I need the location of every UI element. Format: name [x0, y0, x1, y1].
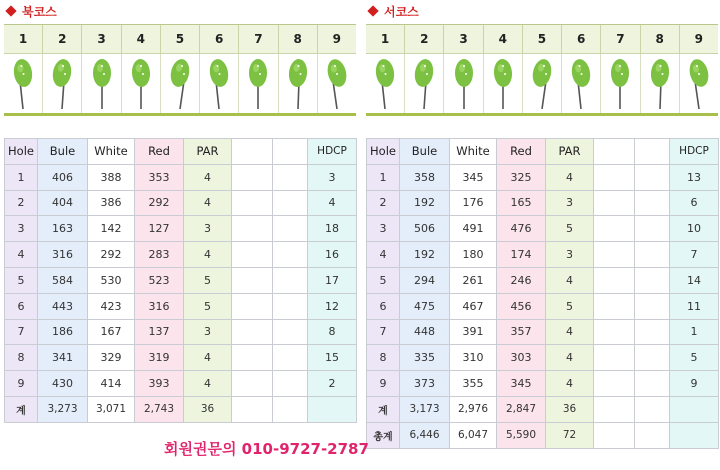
fairway-tree-icon — [206, 57, 232, 111]
fairway-tree-icon — [568, 57, 594, 111]
cell-hdcp — [670, 422, 719, 448]
table-row — [5, 293, 357, 319]
cell-par: 4 — [546, 267, 594, 293]
course-title — [366, 0, 718, 22]
cell-white: 261 — [450, 267, 497, 293]
cell-hdcp: 11 — [670, 293, 719, 319]
table-row — [5, 371, 357, 397]
hole-number: 4 — [483, 25, 522, 53]
header-blue: Bule — [38, 139, 88, 165]
table-row — [367, 345, 719, 371]
fairway-tree-icon — [607, 57, 633, 111]
cell-red: 319 — [135, 345, 184, 371]
hole-number: 2 — [404, 25, 443, 53]
cell-blue: 341 — [38, 345, 88, 371]
cell-hole: 5 — [5, 267, 38, 293]
hole-map — [4, 24, 356, 116]
hole-layout-cell[interactable] — [366, 54, 404, 113]
course-title — [4, 0, 356, 22]
table-row — [367, 371, 719, 397]
header-blue: Bule — [400, 139, 450, 165]
diamond-bullet-icon — [5, 5, 16, 16]
cell-empty — [273, 293, 308, 319]
cell-red: 2,847 — [497, 396, 546, 422]
hole-layout-cell[interactable] — [600, 54, 639, 113]
cell-empty — [594, 242, 635, 268]
cell-empty — [232, 242, 273, 268]
hole-layout-cell[interactable] — [42, 54, 81, 113]
hole-number: 6 — [199, 25, 238, 53]
fairway-tree-icon — [451, 57, 477, 111]
cell-red: 357 — [497, 319, 546, 345]
hole-layout-cell[interactable] — [121, 54, 160, 113]
cell-red: 174 — [497, 242, 546, 268]
scorecard-table — [366, 138, 719, 449]
cell-par: 4 — [546, 371, 594, 397]
hole-number: 5 — [160, 25, 199, 53]
hole-number: 7 — [600, 25, 639, 53]
header-white: White — [88, 139, 135, 165]
cell-par: 4 — [546, 345, 594, 371]
cell-blue: 192 — [400, 190, 450, 216]
header-hdcp: HDCP — [308, 139, 357, 165]
hole-layout-row — [4, 53, 356, 113]
cell-blue: 584 — [38, 267, 88, 293]
cell-hole: 9 — [367, 371, 400, 397]
table-row — [5, 267, 357, 293]
cell-white: 391 — [450, 319, 497, 345]
hole-number: 9 — [679, 25, 718, 53]
cell-blue: 448 — [400, 319, 450, 345]
cell-hdcp: 7 — [670, 242, 719, 268]
cell-blue: 3,273 — [38, 396, 88, 422]
cell-par: 36 — [184, 396, 232, 422]
cell-blue: 406 — [38, 164, 88, 190]
hole-map — [366, 24, 718, 116]
cell-empty — [635, 164, 670, 190]
cell-empty — [232, 319, 273, 345]
cell-hdcp: 4 — [308, 190, 357, 216]
cell-par: 4 — [184, 190, 232, 216]
hole-layout-cell[interactable] — [679, 54, 718, 113]
table-row — [5, 190, 357, 216]
cell-hole: 9 — [5, 371, 38, 397]
hole-layout-cell[interactable] — [404, 54, 443, 113]
hole-layout-cell[interactable] — [522, 54, 561, 113]
cell-empty — [273, 267, 308, 293]
table-row — [367, 216, 719, 242]
hole-number-row — [366, 24, 718, 53]
cell-hdcp: 9 — [670, 371, 719, 397]
table-row — [5, 242, 357, 268]
cell-hole: 6 — [5, 293, 38, 319]
cell-hdcp: 18 — [308, 216, 357, 242]
cell-empty — [232, 396, 273, 422]
hole-number: 4 — [121, 25, 160, 53]
cell-red: 345 — [497, 371, 546, 397]
cell-empty — [273, 319, 308, 345]
hole-layout-cell[interactable] — [160, 54, 199, 113]
hole-layout-cell[interactable] — [4, 54, 42, 113]
cell-empty — [273, 164, 308, 190]
fairway-tree-icon — [529, 57, 555, 111]
cell-hole: 8 — [5, 345, 38, 371]
cell-blue: 506 — [400, 216, 450, 242]
table-row — [367, 242, 719, 268]
diamond-bullet-icon — [367, 5, 378, 16]
cell-hdcp: 1 — [670, 319, 719, 345]
cell-empty — [232, 371, 273, 397]
total-row — [367, 422, 719, 448]
cell-hole: 계 — [5, 396, 38, 422]
header-empty — [273, 139, 308, 165]
cell-empty — [273, 242, 308, 268]
cell-empty — [273, 371, 308, 397]
cell-white: 3,071 — [88, 396, 135, 422]
hole-layout-cell[interactable] — [278, 54, 317, 113]
cell-empty — [594, 371, 635, 397]
cell-empty — [232, 293, 273, 319]
cell-empty — [635, 293, 670, 319]
cell-par: 5 — [546, 216, 594, 242]
fairway-tree-icon — [411, 57, 437, 111]
hole-number: 8 — [640, 25, 679, 53]
fairway-tree-icon — [10, 57, 36, 111]
cell-blue: 373 — [400, 371, 450, 397]
hole-number: 3 — [81, 25, 120, 53]
cell-red: 283 — [135, 242, 184, 268]
header-red: Red — [135, 139, 184, 165]
table-row — [5, 216, 357, 242]
hole-number: 2 — [42, 25, 81, 53]
cell-empty — [635, 422, 670, 448]
north-course-panel — [4, 0, 356, 417]
cell-hole: 1 — [5, 164, 38, 190]
header-par: PAR — [184, 139, 232, 165]
cell-empty — [594, 422, 635, 448]
cell-hdcp: 15 — [308, 345, 357, 371]
header-empty — [594, 139, 635, 165]
cell-hole: 2 — [5, 190, 38, 216]
cell-empty — [635, 345, 670, 371]
cell-par: 5 — [546, 293, 594, 319]
cell-empty — [635, 267, 670, 293]
cell-white: 176 — [450, 190, 497, 216]
header-hole: Hole — [367, 139, 400, 165]
cell-hole: 7 — [5, 319, 38, 345]
cell-hole: 6 — [367, 293, 400, 319]
cell-white: 355 — [450, 371, 497, 397]
table-row — [5, 164, 357, 190]
cell-empty — [232, 164, 273, 190]
hole-number: 5 — [522, 25, 561, 53]
cell-white: 180 — [450, 242, 497, 268]
cell-blue: 430 — [38, 371, 88, 397]
cell-blue: 316 — [38, 242, 88, 268]
cell-par: 5 — [184, 267, 232, 293]
course-title-text: 서코스 — [384, 4, 419, 19]
scorecard-table — [4, 138, 357, 423]
west-course-panel — [366, 0, 718, 443]
cell-white: 292 — [88, 242, 135, 268]
cell-white: 345 — [450, 164, 497, 190]
fairway-tree-icon — [647, 57, 673, 111]
cell-par: 5 — [184, 293, 232, 319]
course-title-text: 북코스 — [22, 4, 57, 19]
cell-red: 292 — [135, 190, 184, 216]
cell-empty — [635, 371, 670, 397]
fairway-tree-icon — [285, 57, 311, 111]
cell-blue: 475 — [400, 293, 450, 319]
cell-empty — [273, 345, 308, 371]
cell-empty — [273, 216, 308, 242]
cell-hole: 4 — [367, 242, 400, 268]
cell-red: 523 — [135, 267, 184, 293]
cell-par: 3 — [184, 319, 232, 345]
cell-hole: 7 — [367, 319, 400, 345]
cell-red: 456 — [497, 293, 546, 319]
hole-layout-cell[interactable] — [317, 54, 356, 113]
cell-empty — [594, 267, 635, 293]
cell-blue: 186 — [38, 319, 88, 345]
cell-hdcp: 17 — [308, 267, 357, 293]
cell-par: 4 — [546, 164, 594, 190]
cell-hole: 계 — [367, 396, 400, 422]
cell-blue: 294 — [400, 267, 450, 293]
cell-hole: 5 — [367, 267, 400, 293]
cell-red: 325 — [497, 164, 546, 190]
cell-blue: 358 — [400, 164, 450, 190]
cell-hole: 3 — [5, 216, 38, 242]
cell-red: 5,590 — [497, 422, 546, 448]
hole-layout-cell[interactable] — [561, 54, 600, 113]
cell-red: 2,743 — [135, 396, 184, 422]
hole-number: 1 — [18, 32, 28, 46]
hole-number: 1 — [380, 32, 390, 46]
hole-layout-cell[interactable] — [483, 54, 522, 113]
cell-hole: 8 — [367, 345, 400, 371]
hole-layout-row — [366, 53, 718, 113]
cell-hdcp: 14 — [670, 267, 719, 293]
hole-number: 6 — [561, 25, 600, 53]
cell-red: 316 — [135, 293, 184, 319]
hole-layout-cell[interactable] — [640, 54, 679, 113]
cell-par: 72 — [546, 422, 594, 448]
fairway-tree-icon — [167, 57, 193, 111]
table-row — [5, 319, 357, 345]
total-row — [367, 396, 719, 422]
cell-hole: 총계 — [367, 422, 400, 448]
cell-red: 246 — [497, 267, 546, 293]
hole-number: 3 — [443, 25, 482, 53]
cell-white: 142 — [88, 216, 135, 242]
table-row — [367, 319, 719, 345]
cell-empty — [635, 396, 670, 422]
cell-hdcp: 12 — [308, 293, 357, 319]
hole-number-row — [4, 24, 356, 53]
cell-hdcp: 3 — [308, 164, 357, 190]
cell-par: 4 — [184, 371, 232, 397]
cell-white: 423 — [88, 293, 135, 319]
cell-white: 388 — [88, 164, 135, 190]
cell-blue: 443 — [38, 293, 88, 319]
fairway-tree-icon — [245, 57, 271, 111]
fairway-tree-icon — [89, 57, 115, 111]
table-row — [367, 293, 719, 319]
cell-red: 127 — [135, 216, 184, 242]
hole-layout-cell[interactable] — [443, 54, 482, 113]
cell-empty — [635, 242, 670, 268]
cell-blue: 404 — [38, 190, 88, 216]
cell-hole: 3 — [367, 216, 400, 242]
hole-number: 7 — [238, 25, 277, 53]
cell-white: 530 — [88, 267, 135, 293]
header-hole: Hole — [5, 139, 38, 165]
cell-red: 165 — [497, 190, 546, 216]
cell-par: 4 — [184, 242, 232, 268]
cell-empty — [635, 216, 670, 242]
cell-red: 393 — [135, 371, 184, 397]
hole-layout-cell[interactable] — [199, 54, 238, 113]
hole-number: 9 — [317, 25, 356, 53]
cell-hdcp — [308, 396, 357, 422]
cell-hdcp: 8 — [308, 319, 357, 345]
cell-red: 137 — [135, 319, 184, 345]
cell-hdcp: 16 — [308, 242, 357, 268]
cell-blue: 163 — [38, 216, 88, 242]
cell-empty — [594, 164, 635, 190]
cell-hdcp — [670, 396, 719, 422]
table-row — [367, 267, 719, 293]
cell-hdcp: 5 — [670, 345, 719, 371]
header-red: Red — [497, 139, 546, 165]
cell-empty — [594, 293, 635, 319]
cell-empty — [232, 216, 273, 242]
cell-par: 3 — [546, 242, 594, 268]
cell-hdcp: 13 — [670, 164, 719, 190]
fairway-tree-icon — [324, 57, 350, 111]
fairway-tree-icon — [49, 57, 75, 111]
cell-hdcp: 10 — [670, 216, 719, 242]
header-row — [5, 139, 357, 165]
header-hdcp: HDCP — [670, 139, 719, 165]
cell-empty — [635, 319, 670, 345]
cell-white: 6,047 — [450, 422, 497, 448]
header-empty — [232, 139, 273, 165]
cell-white: 2,976 — [450, 396, 497, 422]
cell-empty — [232, 267, 273, 293]
cell-white: 414 — [88, 371, 135, 397]
cell-empty — [273, 396, 308, 422]
cell-hdcp: 2 — [308, 371, 357, 397]
table-row — [367, 164, 719, 190]
table-row — [367, 190, 719, 216]
cell-red: 303 — [497, 345, 546, 371]
cell-par: 36 — [546, 396, 594, 422]
cell-empty — [232, 345, 273, 371]
header-row — [367, 139, 719, 165]
cell-hole: 4 — [5, 242, 38, 268]
cell-hole: 2 — [367, 190, 400, 216]
cell-empty — [594, 345, 635, 371]
cell-blue: 192 — [400, 242, 450, 268]
cell-par: 3 — [546, 190, 594, 216]
cell-par: 4 — [546, 319, 594, 345]
cell-white: 491 — [450, 216, 497, 242]
cell-white: 386 — [88, 190, 135, 216]
cell-white: 310 — [450, 345, 497, 371]
cell-hole: 1 — [367, 164, 400, 190]
hole-number: 8 — [278, 25, 317, 53]
hole-layout-cell[interactable] — [238, 54, 277, 113]
cell-par: 4 — [184, 164, 232, 190]
cell-empty — [594, 396, 635, 422]
cell-empty — [594, 190, 635, 216]
cell-blue: 6,446 — [400, 422, 450, 448]
cell-empty — [635, 190, 670, 216]
cell-white: 329 — [88, 345, 135, 371]
fairway-tree-icon — [372, 57, 398, 111]
cell-white: 167 — [88, 319, 135, 345]
cell-par: 4 — [184, 345, 232, 371]
cell-par: 3 — [184, 216, 232, 242]
cell-blue: 3,173 — [400, 396, 450, 422]
cell-empty — [232, 190, 273, 216]
cell-empty — [594, 319, 635, 345]
fairway-tree-icon — [128, 57, 154, 111]
header-empty — [635, 139, 670, 165]
header-par: PAR — [546, 139, 594, 165]
total-row — [5, 396, 357, 422]
cell-white: 467 — [450, 293, 497, 319]
cell-red: 476 — [497, 216, 546, 242]
cell-hdcp: 6 — [670, 190, 719, 216]
cell-blue: 335 — [400, 345, 450, 371]
cell-red: 353 — [135, 164, 184, 190]
fairway-tree-icon — [490, 57, 516, 111]
table-row — [5, 345, 357, 371]
membership-contact-text: 회원권문의 010-9727-2787 — [164, 440, 369, 458]
hole-layout-cell[interactable] — [81, 54, 120, 113]
header-white: White — [450, 139, 497, 165]
cell-empty — [273, 190, 308, 216]
cell-empty — [594, 216, 635, 242]
fairway-tree-icon — [686, 57, 712, 111]
